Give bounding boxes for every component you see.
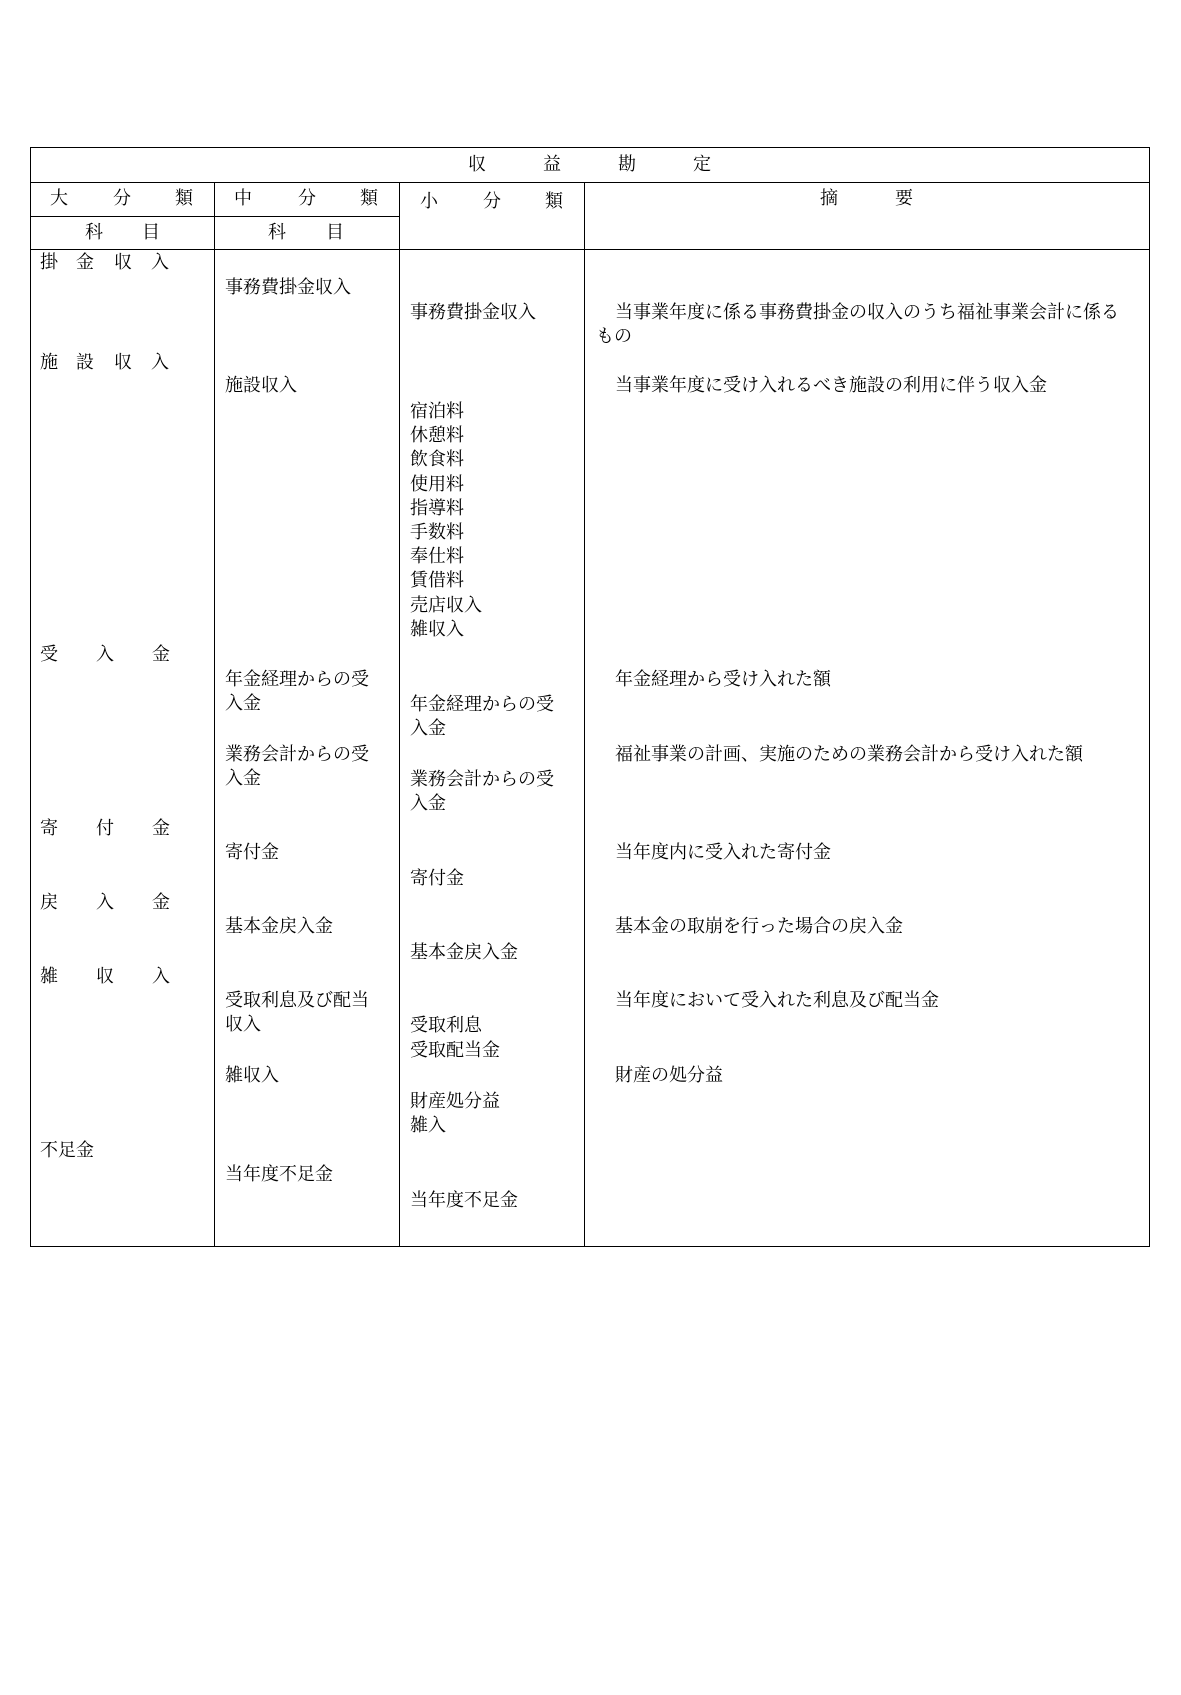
title-row-divider — [30, 182, 1150, 183]
major-zatsushunyu: 雑 収 入 — [40, 966, 170, 987]
subject-row-divider — [30, 216, 400, 217]
minor-nenkin-ukeire-2: 入金 — [410, 718, 446, 739]
middle-kifukin: 寄付金 — [225, 842, 279, 863]
table-border-bottom — [30, 1246, 1150, 1247]
middle-zatsushunyu: 雑収入 — [225, 1065, 279, 1086]
minor-shiyoryo: 使用料 — [410, 474, 464, 495]
minor-zatsunyu: 雑入 — [410, 1115, 446, 1136]
minor-kifukin: 寄付金 — [410, 868, 464, 889]
minor-uketori-risoku: 受取利息 — [410, 1015, 482, 1036]
minor-kihonkin-modoshi: 基本金戻入金 — [410, 942, 518, 963]
header-major-category: 大 分 類 — [50, 188, 193, 209]
major-fusokukin: 不足金 — [40, 1140, 94, 1161]
minor-shukuhakuryo: 宿泊料 — [410, 401, 464, 422]
minor-hoshiryo: 奉仕料 — [410, 546, 464, 567]
remark-shisetsu: 当事業年度に受け入れるべき施設の利用に伴う収入金 — [615, 375, 1047, 396]
title-char: 勘 — [618, 154, 636, 175]
middle-jimuhi-kakekin: 事務費掛金収入 — [225, 277, 351, 298]
minor-tonendo-fusoku: 当年度不足金 — [410, 1190, 518, 1211]
major-modoshiirekin: 戻 入 金 — [40, 892, 170, 913]
minor-kyukeiryo: 休憩料 — [410, 425, 464, 446]
middle-uketori-haito-1: 受取利息及び配当 — [225, 990, 369, 1011]
middle-gyomu-ukeire-2: 入金 — [225, 768, 261, 789]
header-body-divider — [30, 249, 1150, 250]
major-kifukin: 寄 付 金 — [40, 818, 170, 839]
minor-inshokuryo: 飲食料 — [410, 449, 464, 470]
title-char: 益 — [543, 154, 561, 175]
middle-uketori-haito-2: 収入 — [225, 1014, 261, 1035]
table-title — [0, 154, 1181, 176]
minor-chinshakuryo: 賃借料 — [410, 570, 464, 591]
middle-nenkin-ukeire-2: 入金 — [225, 693, 261, 714]
minor-gyomu-ukeire-1: 業務会計からの受 — [410, 769, 554, 790]
remark-jimuhi-2: もの — [596, 326, 632, 347]
remark-kihon: 基本金の取崩を行った場合の戻入金 — [615, 916, 903, 937]
column-divider-2 — [399, 182, 400, 1247]
table-border-left — [30, 147, 31, 1247]
header-minor-category: 小 分 類 — [420, 191, 563, 212]
middle-gyomu-ukeire-1: 業務会計からの受 — [225, 744, 369, 765]
minor-gyomu-ukeire-2: 入金 — [410, 793, 446, 814]
table-border-right — [1149, 147, 1150, 1247]
title-char: 定 — [693, 154, 711, 175]
minor-nenkin-ukeire-1: 年金経理からの受 — [410, 694, 554, 715]
table-border-top — [30, 147, 1150, 148]
column-divider-1 — [214, 182, 215, 1247]
minor-uketori-haitokin: 受取配当金 — [410, 1040, 500, 1061]
minor-zaisan-shobun: 財産処分益 — [410, 1091, 500, 1112]
middle-tonendo-fusoku: 当年度不足金 — [225, 1164, 333, 1185]
remark-gyomu: 福祉事業の計画、実施のための業務会計から受け入れた額 — [615, 744, 1083, 765]
remark-zatsu: 財産の処分益 — [615, 1065, 723, 1086]
column-divider-3 — [584, 182, 585, 1247]
minor-tesuryo: 手数料 — [410, 522, 464, 543]
minor-shidoryo: 指導料 — [410, 498, 464, 519]
major-kakekin-shunyu: 掛 金 収 入 — [40, 252, 169, 273]
header-middle-subject: 科 目 — [268, 222, 344, 243]
title-char: 収 — [468, 154, 486, 175]
middle-nenkin-ukeire-1: 年金経理からの受 — [225, 669, 369, 690]
minor-baiten-shunyu: 売店収入 — [410, 595, 482, 616]
minor-jimuhi-kakekin: 事務費掛金収入 — [410, 302, 536, 323]
major-shisetsu-shunyu: 施 設 収 入 — [40, 352, 169, 373]
remark-uketori: 当年度において受入れた利息及び配当金 — [615, 990, 939, 1011]
header-major-subject: 科 目 — [85, 222, 160, 243]
remark-kifu: 当年度内に受入れた寄付金 — [615, 842, 831, 863]
middle-kihonkin-modoshi: 基本金戻入金 — [225, 916, 333, 937]
minor-zatsushunyu: 雑収入 — [410, 619, 464, 640]
remark-jimuhi-1: 当事業年度に係る事務費掛金の収入のうち福祉事業会計に係る — [615, 302, 1119, 323]
header-middle-category: 中 分 類 — [234, 188, 378, 209]
middle-shisetsu-shunyu: 施設収入 — [225, 375, 297, 396]
remark-nenkin: 年金経理から受け入れた額 — [615, 669, 831, 690]
major-ukeirekin: 受 入 金 — [40, 644, 170, 665]
header-remarks: 摘 要 — [820, 188, 913, 209]
